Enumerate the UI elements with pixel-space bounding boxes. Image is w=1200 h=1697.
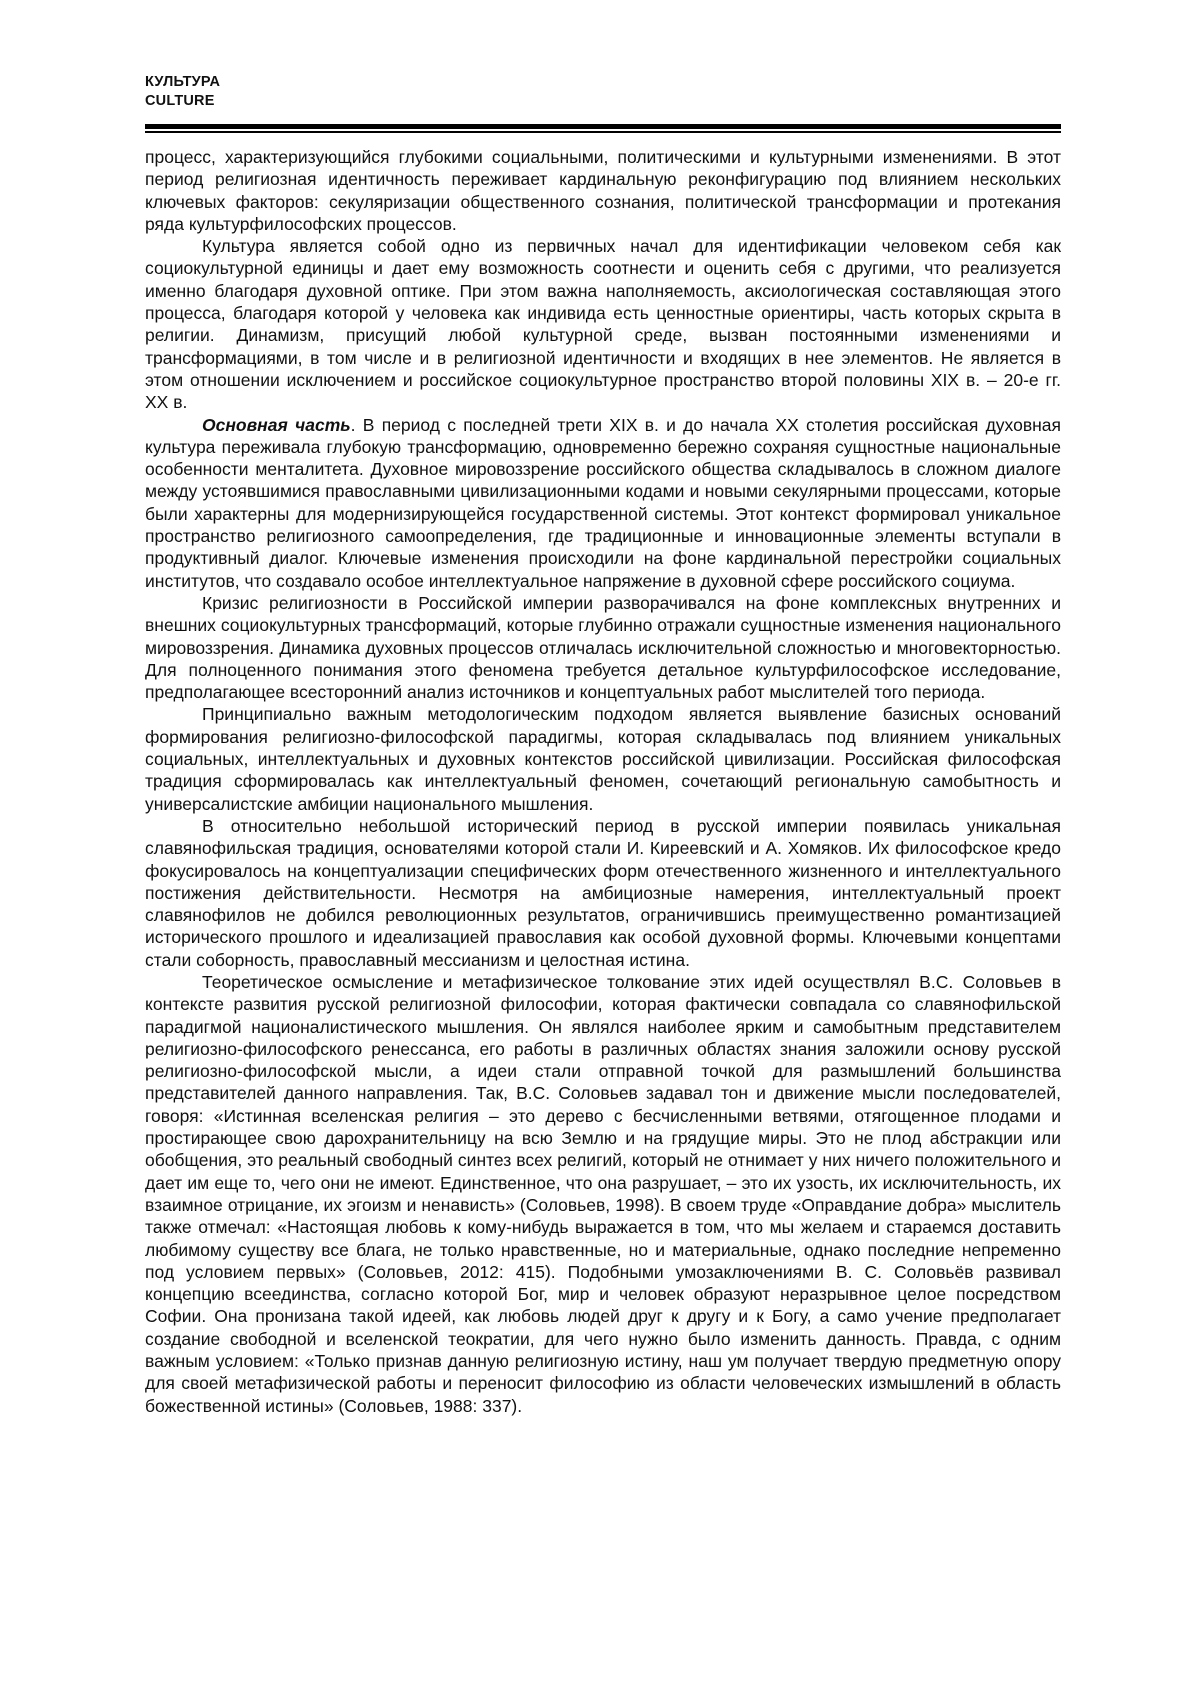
article-body <box>145 146 1061 1417</box>
section-lead-in: Основная часть <box>202 414 351 435</box>
paragraph-4: Кризис религиозности в Российской империи разворачивался на фоне комплексных внутренних и внешних социокультурных трансформаций, которые глубинно отражали сущностные изменения национального мировоззрения. Динамика духовных процессов отличалась исключительной сложностью и многовекторностью. Для полноценного понимания этого феномена требуется детальное культурфилософское исследование, предполагающее всесторонний анализ источников и концептуальных работ мыслителей того периода. <box>145 592 1061 703</box>
section-title-ru: КУЛЬТУРА <box>145 74 221 90</box>
paragraph-7: Теоретическое осмысление и метафизическое толкование этих идей осуществлял В.С. Соловьев в контексте развития русской религиозной философии, которая фактически совпадала со славянофильской парадигмой националистического мышления. Он являлся наиболее ярким и самобытным представителем религиозно-философского ренессанса, его работы в различных областях знания заложили основу русской религиозно-философской мысли, а идеи стали отправной точкой для размышлений большинства представителей данного направления. Так, В.С. Соловьев задавал тон и движение мысли последователей, говоря: «Истинная вселенская религия – это дерево с бесчисленными ветвями, отягощенное плодами и простирающее свою дарохранительницу на всю Землю и на грядущие миры. Это не плод абстракции или обобщения, это реальный свободный синтез всех религий, который не отнимает у них ничего положительного и дает им еще то, чего они не имеют. Единственное, что она разрушает, – это их узость, их исключительность, их взаимное отрицание, их эгоизм и ненависть» (Соловьев, 1998). В своем труде «Оправдание добра» мыслитель также отмечал: «Настоящая любовь к кому-нибудь выражается в том, что мы желаем и стараемся доставить любимому существу все блага, не только нравственные, но и материальные, однако последние непременно под условием первых» (Соловьев, 2012: 415). Подобными умозаключениями В. С. Соловьёв развивал концепцию всеединства, согласно которой Бог, мир и человек образуют неразрывное целое посредством Софии. Она пронизана такой идеей, как любовь людей друг к другу и к Богу, а само учение предполагает создание свободной и вселенской теократии, для чего нужно было изменить данность. Правда, с одним важным условием: «Только признав данную религиозную истину, наш ум получает твердую предметную опору для своей метафизической работы и переносит философию из области человеческих измышлений в область божественной истины» (Соловьев, 1988: 337). <box>145 971 1061 1416</box>
paragraph-5: Принципиально важным методологическим подходом является выявление базисных оснований формирования религиозно-философской парадигмы, которая складывалась под влиянием уникальных социальных, интеллектуальных и духовных контекстов российской цивилизации. Российская философская традиция сформировалась как интеллектуальный феномен, сочетающий региональную самобытность и универсалистские амбиции национального мышления. <box>145 704 1061 814</box>
section-title-en: CULTURE <box>145 93 215 109</box>
paragraph-6: В относительно небольшой исторический период в русской империи появилась уникальная славянофильская традиция, основателями которой стали И. Киреевский и А. Хомяков. Их философское кредо фокусировалось на концептуализации специфических форм отечественного жизненного и интеллектуального постижения действительности. Несмотря на амбициозные намерения, интеллектуальный проект славянофилов не добился революционных результатов, ограничившись преимущественно романтизацией исторического прошлого и идеализацией православия как особой духовной формы. Ключевыми концептами стали соборность, православный мессианизм и целостная истина. <box>145 815 1061 970</box>
paragraph-2: Культура является собой одно из первичных начал для идентификации человеком себя как социокультурной единицы и дает ему возможность соотнести и оценить себя с другими, что реализуется именно благодаря духовной оптике. При этом важна наполняемость, аксиологическая составляющая этого процесса, благодаря которой у человека как индивида есть ценностные ориентиры, часть которых скрыта в религии. Динамизм, присущий любой культурной среде, вызван постоянными изменениями и трансформациями, в том числе и в религиозной идентичности и входящих в нее элементов. Не является в этом отношении исключением и российское социокультурное пространство второй половины XIX в. – 20-е гг. XX в. <box>145 236 1061 413</box>
header-rule-thin <box>145 131 1061 133</box>
paragraph-3 <box>145 414 1061 592</box>
paragraph-1: процесс, характеризующийся глубокими социальными, политическими и культурными изменениями. В этот период религиозная идентичность переживает кардинальную реконфигурацию под влиянием нескольких ключевых факторов: секуляризации общественного сознания, политической трансформации и протекания ряда культурфилософских процессов. <box>145 147 1061 234</box>
running-head <box>145 73 220 111</box>
paragraph-3-text: . В период с последней трети XIX в. и до начала XX столетия российская духовная культура переживала глубокую трансформацию, одновременно бережно сохраняя сущностные национальные особенности менталитета. Духовное мировоззрение российского общества складывалось в сложном диалоге между устоявшимися православными цивилизационными кодами и новыми секулярными процессами, которые были характерны для модернизирующейся государственной системы. Этот контекст формировал уникальное пространство религиозного самоопределения, где традиционные и инновационные элементы вступали в продуктивный диалог. Ключевые изменения происходили на фоне кардинальной перестройки социальных институтов, что создавало особое интеллектуальное напряжение в духовной сфере российского социума. <box>145 414 1062 591</box>
header-rule-thick <box>145 124 1061 129</box>
